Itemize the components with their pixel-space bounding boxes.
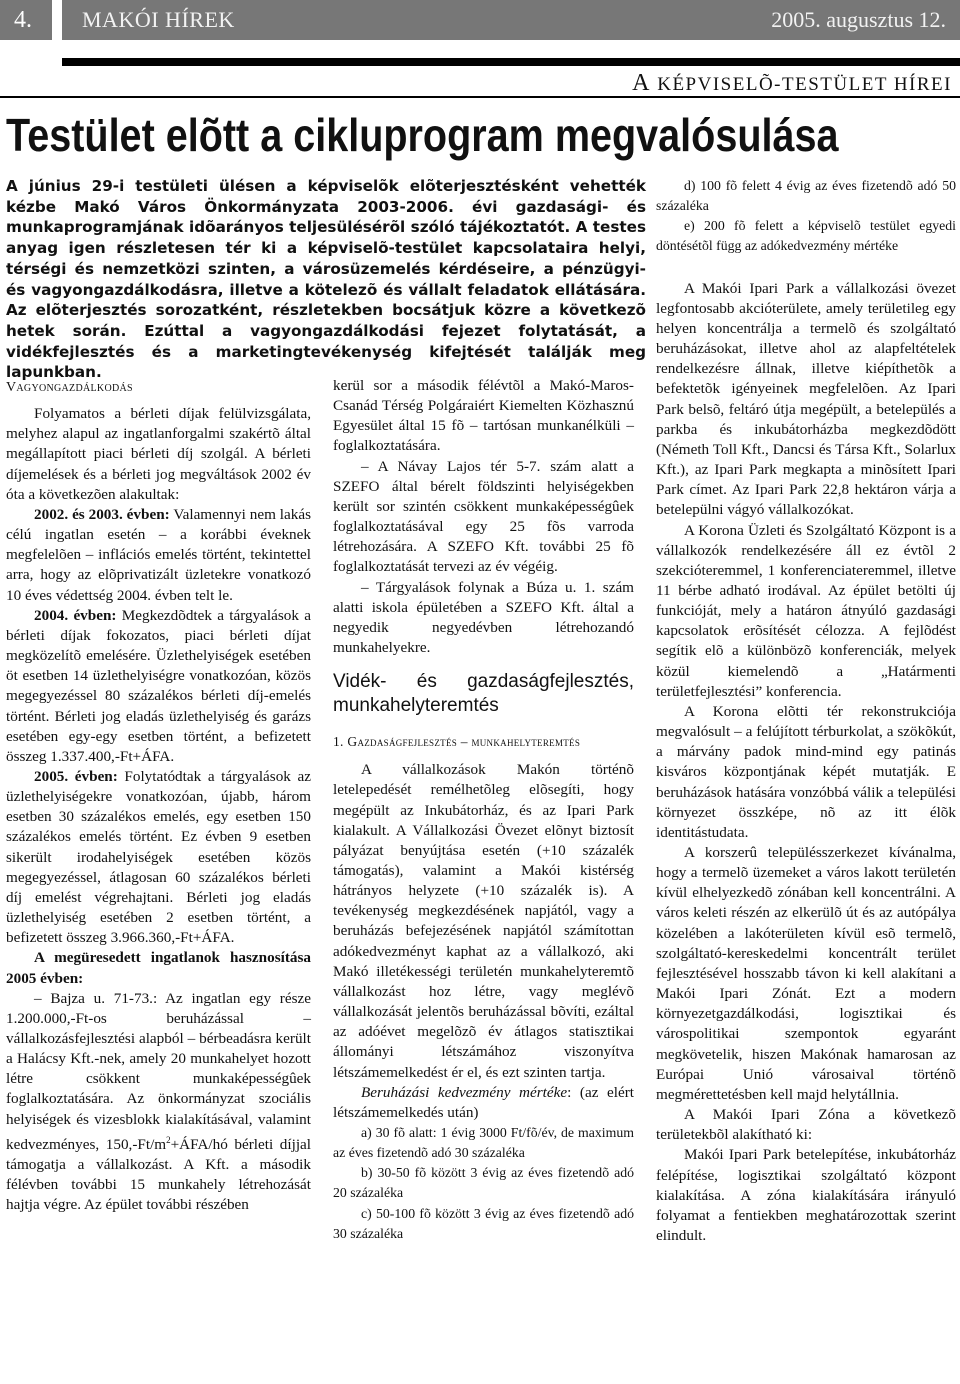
lead-paragraph: A június 29-i testületi ülésen a képviselõk elõterjesztésként vehették kézbe Makó Város Önkormányzata 2003-2006. évi gazdasági- és munkaprogramjának idõarányos teljesülésérõl szóló tájékoztatót. A testes anyag igen részletesen tér ki a képviselõ-testület kapcsolataira helyi, térségi és nemzetközi szinten, a városüzemelés kérdéseire, a pénzügyi- és vagyongazdálkodásra, illetve a kötelezõ és vállalt feladatok ellátására. Az elõterjesztés sorozatként, részletekben bocsátjuk közre a következõ hetek során. Ezúttal a vagyongazdálkodási fejezet folytatását, a vidékfejlesztés és a marketingtevékenység kifejtését találják meg lapunkban. (6, 177, 646, 382)
section-title-rest: KÉPVISELÕ-TESTÜLET HÍREI (650, 74, 952, 95)
section-title-initial: A (632, 70, 651, 96)
masthead-bar (62, 0, 960, 40)
bajza-sup: 2 (166, 1134, 171, 1145)
list-item-a: a) 30 fõ alatt: 1 évig 3000 Ft/fõ/év, de maximum az éves fizetendõ adó 30 százaléka (333, 1125, 634, 1161)
subsection-title: 1. Gazdaságfejlesztés – munkahelyteremtés (333, 734, 581, 750)
paragraph: – A Návay Lajos tér 5-7. szám alatt a SZEFO által bérelt földszinti helyiségekben került sor szintén csökkent munkaképességûek foglalkoztatásával egy 25 fõs varroda létrehozására. A SZEFO Kft. további 25 fõ foglalkoztatását tervezi az év végéig. (333, 457, 634, 576)
year-label-2005: 2005. évben: (34, 767, 118, 785)
paragraph: A Korona elõtti tér rekonstrukciója megvalósult – a felújított térburkolat, a szökõkút, a márvány padok mind-mind egy patinás kisváros központjának képét mutatják. E beruházások hatására vonzóbbá válik a települési környezet összképe, nõ az itt élõk identitástudata. (656, 702, 956, 841)
paragraph: A Korona Üzleti és Szolgáltató Központ is a vállalkozók rendelkezésére áll ez évtõl 2 szekcióteremmel, 1 konferenciateremmel, illetve 11 bérbe adható irodával. Az épület betölti új funkcióját, mely a határon átnyúló gazdasági kapcsolatok erõsítését célozza. A fejlõdést segítik elõ a különbözõ konferenciák, melyek közül kiemelendõ a „Határmenti területfejlesztési” konferencia. (656, 521, 956, 700)
kicker-vagyongazdalkodas: Vagyongazdálkodás (6, 380, 133, 395)
paragraph-2005 (6, 767, 311, 948)
section-title (632, 70, 952, 97)
leased-heading-text: A megüresedett ingatlanok hasznosítása 2005 évben: (6, 949, 311, 987)
subheading: Vidék- és gazdaságfejlesztés, munkahelyteremtés (333, 671, 634, 717)
column-1 (6, 378, 311, 1215)
paragraph: A Makói Ipari Zóna a következõ területekbõl alakítható ki: (656, 1106, 956, 1144)
header-rule (0, 96, 960, 98)
paragraph: A vállalkozások Makón történõ letelepedését remélhetõleg elõsegíti, hogy megépült az Inkubátorház, és az Ipari Park kialakult. A Vállalkozási Övezet elõnyt biztosít pályázat benyújtása esetén (+10 százalék támogatás), valamint a Makói kistérség hátrányos helyzete (+10 százalék is). A tevékenység megkezdésének napjától, vagy a beruházás befejezésének napjától számítottan adókedvezményt kaphat az a vállalkozó, aki Makó illetékességi területén munkahelyteremtõ vállalkozást hoz létre, vagy meglévõ vállalkozását jelentõs beruházással bõvíti, ezáltal az adóévet megelõzõ év átlagos statisztikai állományi létszámához viszonyítva létszámemelkedést ér el, és ezt szinten tartja. (333, 761, 634, 1081)
list-item-b: b) 30-50 fõ között 3 évig az éves fizetendõ adó 20 százaléka (333, 1165, 634, 1201)
year-text-2005: Folytatódtak a tárgyalások az üzlethelyiségekre vonatkozóan, újabb, három esetben 30 százalékos emelés, egy esetben 150 százalékos emelés történt. Ez évben 9 esetben sikerült irodahelyiségek esetében közös megegyezéssel, átlagosan 60 százalékos bérleti díj emelést végrehajtani. Bérleti jog eladás üzlethelyiség esetében 2 esetben történt, a befizetett összeg 3.966.360,-Ft+ÁFA. (6, 767, 311, 947)
kedvezmeny-label: Beruházási kedvezmény mértéke (361, 1083, 568, 1101)
kedvezmeny-text: : (az elért létszámemelkedés után) (333, 1083, 634, 1121)
page-number: 4. (0, 0, 52, 40)
paragraph: – Tárgyalások folynak a Búza u. 1. szám alatti iskola épületében a SZEFO Kft. által a negyedik negyedévben létrehozandó munkahelyekre. (333, 578, 634, 657)
column-2 (333, 376, 634, 1244)
list-item-e: e) 200 fõ felett a képviselõ testület egyedi döntésétõl függ az adókedvezmény mértéke (656, 218, 956, 254)
year-label-2002: 2002. és 2003. évben: (34, 505, 170, 523)
paragraph-bajza (6, 989, 311, 1216)
top-bar (0, 0, 960, 40)
bajza-text-cont: +ÁFA/hó bérleti díjjal támogatja a vállalkozást. A Kft. a második félévben további 15 munkahely létrehozását hajtja végre. Az épület további részében (6, 1135, 311, 1214)
paragraph-2002 (6, 505, 311, 606)
year-label-2004: 2004. évben: (34, 606, 117, 624)
year-text-2002: Valamennyi nem lakás célú ingatlan esetén – a korábbi éveknek megfelelõen – inflációs emelés történt, tekintettel arra, hogy az elõprivatizált üzletekre vonatkozó 10 éves védettség 2004. évben telt le. (6, 505, 311, 604)
list-item-d: d) 100 fõ felett 4 évig az éves fizetendõ adó 50 százaléka (656, 178, 956, 214)
column-3 (656, 176, 956, 1246)
paragraph-kedvezmeny (333, 1083, 634, 1123)
paragraph: Folyamatos a bérleti díjak felülvizsgálata, melyhez alapul az ingatlanforgalmi szakértõ által megállapított piaci bérleti díj szolgál. A bérleti díjemelések és a bérleti jog megváltások 2002 év óta a következõen alakultak: (6, 405, 311, 503)
paragraph: A Makói Ipari Park a vállalkozási övezet legfontosabb akcióterülete, amely területileg egy helyen koncentrálja a termelõ és szolgáltató beruházásokat, illetve ahol az alapfeltételek rendelkezésre állnak, illetve kiépíthetõk a befektetõk igényeinek megfelelõen. Az Ipari Park belsõ, feltáró útja megépült, a betelepülés a parkba és inkubátorházba megkezdõdött (Németh Toll Kft., Dancsi és Társa Kft., Solarlux Kft.), az Ipari Park megkapta a minõsített Ipari Park címet. Az Ipari Park 22,8 hektáron várja a betelepülni vágyó vállalkozókat. (656, 279, 956, 519)
headline: Testület elõtt a cikluprogram megvalósulása (6, 109, 839, 161)
paragraph: A korszerû településszerkezet kívánalma, hogy a termelõ üzemeket a város lakott területén kívül elhelyezkedõ zónában kell koncentrálni. A város keleti részén az elkerülõ út és az autópálya közelében a lakóterületen kívül esõ termelõ, szolgáltató-kereskedelmi koncentrált terület fejlesztésével hosszabb távon ki kell alakítani a Makói Ipari Zónát. Ezt a modern környezetgazdálkodási, logisztikai és várospolitikai szempontok egyaránt megkövetelik, hiszen Makónak hamarosan az Európai Unió városaival történõ megmérettetésben kell majd helytállnia. (656, 844, 956, 1103)
issue-date: 2005. augusztus 12. (771, 7, 946, 32)
paragraph: Makói Ipari Park betelepítése, inkubátorház felépítése, logisztikai szolgáltató központ kialakítása. A zóna kialakítására irányuló folyamat a fentiekben meghatározottak szerint elindult. (656, 1146, 956, 1244)
bajza-text: – Bajza u. 71-73.: Az ingatlan egy része 1.200.000,-Ft-os beruházással – vállalkozásfejlesztési alapból – bérbeadásra került a Halácsy Kft.-nek, amely 20 munkahelyet hozott létre csökkent munkaképességûek foglalkoztatására. Az önkormányzat szociális helyiségek és vizesblokk kialakításával, valamint kedvezményes, 150,-Ft/m (6, 989, 311, 1153)
section-rule (62, 58, 960, 66)
paragraph-2004 (6, 606, 311, 767)
leased-heading (6, 948, 311, 988)
publication-name: MAKÓI HÍREK (82, 7, 235, 32)
list-item-c: c) 50-100 fõ között 3 évig az éves fizetendõ adó 30 százaléka (333, 1205, 634, 1241)
year-text-2004: Megkezdõdtek a tárgyalások a bérleti díjak fokozatos, piaci bérleti díjat megközelítõ emelésére. Üzlethelyiségek esetében öt esetben 14 üzlethelyiségre vonatkozóan, közös megegyezéssel 80 százalékos bérleti díj-emelés történt. Bérleti jog eladás üzlethelyiség és garázs esetében egy-egy esetben történt, a befizetett összeg 1.337.400,-Ft+ÁFA. (6, 606, 311, 765)
paragraph: kerül sor a második félévtõl a Makó-Maros- Csanád Térség Polgáraiért Kiemelten Közhasznú Egyesület által 15 fõ – tartósan munkanélküli – foglalkoztatására. (333, 377, 634, 455)
